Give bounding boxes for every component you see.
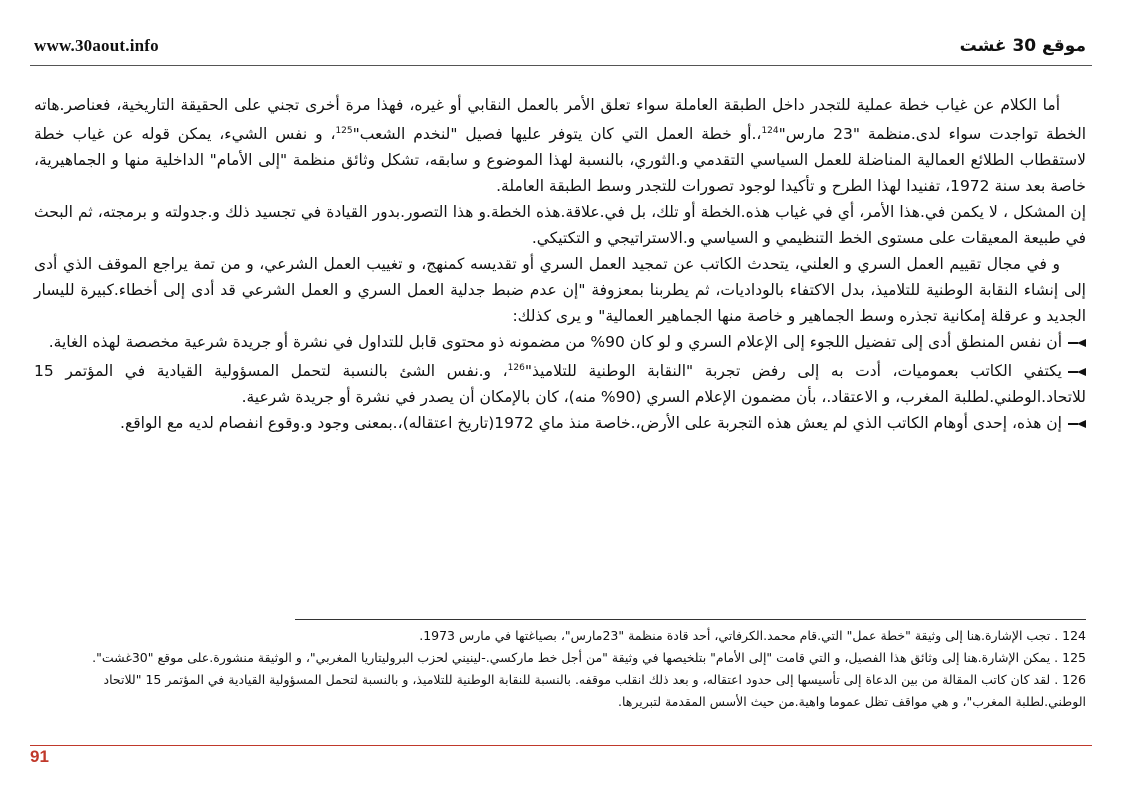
paragraph-2: إن المشكل ، لا يكمن في.هذا الأمر، أي في غياب هذه.الخطة أو تلك، بل في.علاقة.هذه الخطة.و هذا التصور.بدور القيادة في تجسيد ذلك و.جدولته و برمجته، ثم البحث في طبيعة المعيقات على مستوى الخط التنظيمي و السياسي و.الاستراتيجي و التكتيكي.	[34, 203, 1086, 248]
bullet-item-2: يكتفي الكاتب بعموميات، أدت به إلى رفض تجربة "النقابة الوطنية للتلاميذ"$^{126}$، و.نفس الشئ بالنسبة لتحمل المسؤولية القيادية في المؤتمر 15 للاتحاد.الوطني.لطلبة المغرب، و الاعتقاد.، بأن مضمون الإعلام السري (90% منه)، كان بالإمكان أن يصدر في نشرة أو جريدة شرعية.	[34, 362, 1086, 407]
footnotes	[34, 625, 1086, 713]
footnote-ref-126[interactable]: 126	[507, 363, 525, 374]
arrow-bullet-icon	[1068, 367, 1086, 377]
article-body	[34, 92, 1086, 436]
page-number: 91	[30, 747, 49, 766]
header-divider	[30, 65, 1092, 66]
bullet-item-1: أن نفس المنطق أدى إلى تفضيل اللجوء إلى الإعلام السري و لو كان 90% من مضمونه ذو محتوى قابل للتداول في نشرة أو جريدة شرعية مخصصة لهذه الغاية.	[34, 329, 1086, 355]
paragraph-3: و في مجال تقييم العمل السري و العلني، يتحدث الكاتب عن تمجيد العمل السري أو تقديسه كمنهج، و تغييب العمل الشرعي، و من تمة يراجع الموقف الذي أدى إلى إنشاء النقابة الوطنية للتلاميذ، بدل الاكتفاء بالوداديات، ثم يطربنا بمعزوفة "إن عدم ضبط جدلية العمل السري و العمل الشرعي قد أدى إلى أخطاء.كبيرة لليسار الجديد و عرقلة إمكانية تجذره وسط الجماهير و خاصة منها الجماهير العمالية" و يرى كذلك:	[34, 255, 1086, 326]
site-name: موقع 30 غشت	[959, 36, 1086, 56]
footnote-ref-125[interactable]: 125	[335, 126, 353, 136]
footer-divider	[30, 745, 1092, 746]
footnote-125: 125 . يمكن الإشارة.هنا إلى وثائق هذا الفصيل، و التي قامت "إلى الأمام" بتلخيصها في وثيقة "من أجل خط ماركسي.-لينيني لحزب البروليتاريا المغربي"، و الوثيقة منشورة.على موقع "30غشت".	[92, 650, 1086, 665]
footnote-124: 124 . تجب الإشارة.هنا إلى وثيقة "خطة عمل" التي.قام محمد.الكرفاتي، أحد قادة منظمة "23مارس"، بصياغتها في مارس 1973.	[419, 628, 1086, 643]
footnote-ref-124[interactable]: 124	[761, 126, 779, 136]
site-url[interactable]: www.30aout.info	[34, 36, 159, 55]
arrow-bullet-icon	[1068, 419, 1086, 429]
arrow-bullet-icon	[1068, 338, 1086, 348]
footnote-126: 126 . لقد كان كاتب المقالة من بين الدعاة إلى تأسيسها إلى حدود اعتقاله، و بعد ذلك انقلب موقفه. بالنسبة للنقابة الوطنية للتلاميذ، و بالنسبة لتحمل المسؤولية القيادية في المؤتمر 15 "للاتحاد الوطني.لطلبة المغرب"، و هي مواقف تظل عموما واهية.من حيث الأسس المقدمة لتبريرها.	[103, 672, 1086, 709]
footnote-divider	[295, 619, 1086, 620]
bullet-item-3: إن هذه، إحدى أوهام الكاتب الذي لم يعش هذه التجربة على الأرض،.خاصة منذ ماي 1972(تاريخ اعتقاله)،.بمعنى وجود و.وقوع انفصام لديه مع الواقع.	[34, 410, 1086, 436]
paragraph-1: أما الكلام عن غياب خطة عملية للتجدر داخل الطبقة العاملة سواء تعلق الأمر بالعمل النقابي أو غيره، فهذا مرة أخرى تجني على الحقيقة التاريخية، فعناصر.هاته الخطة تواجدت سواء لدى.منظمة "23 مارس"$^{124}$،.أو خطة العمل التي كان يتوفر عليها فصيل "لنخدم الشعب"$^{125}$، و نفس الشيء، يمكن قوله عن غياب خطة لاستقطاب الطلائع العمالية المناضلة للعمل السياسي التقدمي و.الثوري، بالنسبة لهذا الموضوع و سابقه، تشكل وثائق منظمة "إلى الأمام" الداخلية منها و الجماهيرية، خاصة بعد سنة 1972، تفنيدا لهذا الطرح و تأكيدا لوجود تصورات للتجدر وسط الطبقة العاملة.	[34, 96, 1086, 196]
